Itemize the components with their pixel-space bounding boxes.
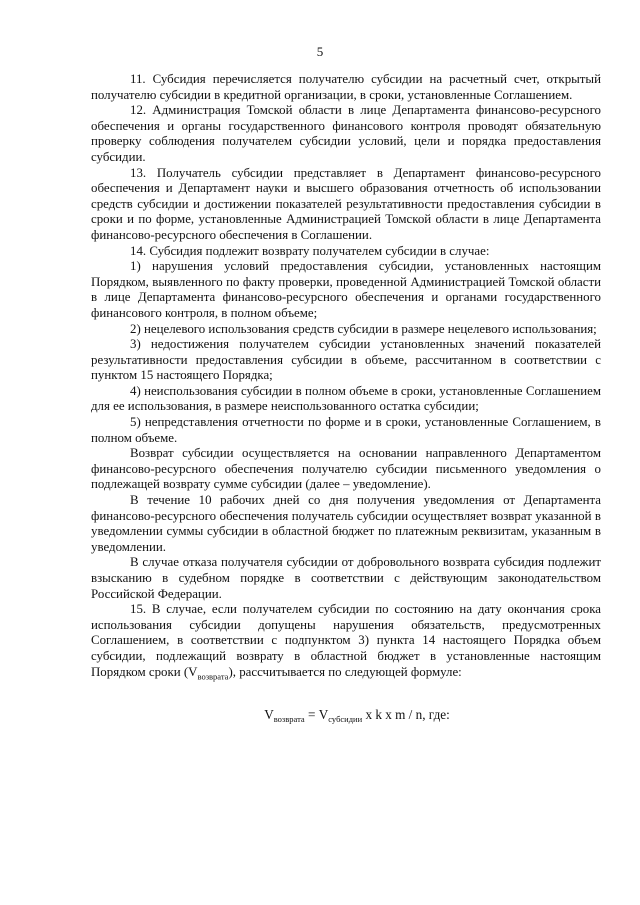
list-item-1: 1) нарушения условий предоставления субсидии, установленных настоящим Порядком, выявленного по факту проверки, проведенной Администрацией Томской области в лице Департамента финансово-ресурсного обеспечения и органами государственного финансового контроля, в полном объеме;: [91, 259, 601, 320]
list-item-2: 2) нецелевого использования средств субсидии в размере нецелевого использования;: [130, 321, 597, 336]
refund-variable-subscript: возврата: [197, 671, 229, 682]
list-item-5: 5) непредставления отчетности по форме и в сроки, установленные Соглашением, в полном объеме.: [91, 415, 601, 445]
page-number: 5: [316, 44, 324, 59]
formula-rhs-sub: субсидии: [328, 713, 363, 724]
paragraph-12: 12. Администрация Томской области в лице Департамента финансово-ресурсного обеспечения и органы государственного финансового контроля проводят обязательную проверку соблюдения получателем субсидии условий, цели и порядка предоставления субсидии.: [91, 103, 601, 164]
list-item-4: 4) неиспользования субсидии в полном объеме в сроки, установленные Соглашением для ее использования, в размере неиспользованного остатка субсидии;: [91, 383, 601, 414]
paragraph-13: 13. Получатель субсидии представляет в Департамент финансово-ресурсного обеспечения и Департамент науки и высшего образования отчетность об использовании средств субсидии и достижении показателей результативности предоставления субсидии в сроки и по форме, установленные Администрацией Томской области в лице Департамента финансово-ресурсного обеспечения в Соглашении.: [91, 165, 601, 242]
list-item-3: 3) недостижения получателем субсидии установленных значений показателей результативности предоставления субсидии в объеме, рассчитанном в соответствии с пунктом 15 настоящего Порядка;: [91, 337, 601, 383]
formula-equals: =: [304, 706, 319, 722]
paragraph-11: 11. Субсидия перечисляется получателю субсидии на расчетный счет, открытый получателю субсидии в кредитной организации, в сроки, установленные Соглашением.: [91, 72, 601, 102]
paragraph-14: 14. Субсидия подлежит возврату получателем субсидии в случае:: [130, 243, 490, 258]
paragraph-15: 15. В случае, если получателем субсидии по состоянию на дату окончания срока использования субсидии допущены нарушения обязательств, предусмотренных Соглашением, в соответствии с подпунктом 3) пункта 14 настоящего Порядка объем субсидии, подлежащий возврату в областной бюджет в установленные настоящим Порядком сроки $(V_{возврата})$, рассчитывается по следующей формуле:: [91, 602, 601, 682]
paragraph-refund-basis: Возврат субсидии осуществляется на основании направленного Департаментом финансово-ресурсного обеспечения получателю субсидии письменного уведомления о подлежащей возврату сумме субсидии (далее – уведомление).: [91, 446, 601, 492]
formula-lhs-sub: возврата: [273, 713, 305, 724]
paragraph-refund-term: В течение 10 рабочих дней со дня получения уведомления от Департамента финансово-ресурсного обеспечения получатель субсидии осуществляет возврат указанной в уведомлении суммы субсидии в областной бюджет по платежным реквизитам, указанным в уведомлении.: [91, 493, 601, 554]
refund-formula: [91, 707, 601, 728]
paragraph-refusal: В случае отказа получателя субсидии от добровольного возврата субсидия подлежит взысканию в судебном порядке в соответствии с действующим законодательством Российской Федерации.: [91, 555, 601, 601]
formula-rhs-rest: x k x m / n, где:: [362, 706, 450, 722]
document-body: [91, 72, 601, 727]
formula-lhs-var: V: [264, 706, 274, 722]
formula-rhs-var: V: [318, 706, 329, 722]
